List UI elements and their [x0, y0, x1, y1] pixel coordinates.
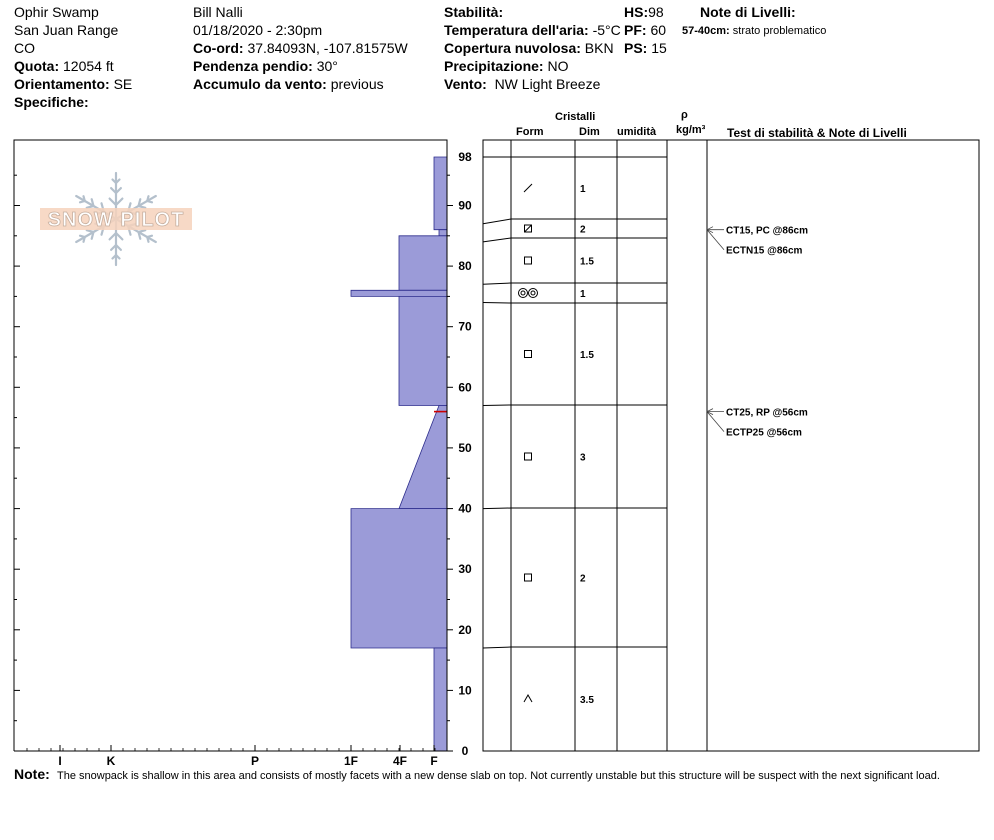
- state: CO: [14, 40, 35, 56]
- hardness-layer: [439, 230, 447, 236]
- y-tick-label: 98: [458, 150, 472, 164]
- rho-header: ρ: [681, 109, 688, 121]
- tests-header: Test di stabilità & Note di Livelli: [727, 126, 907, 140]
- precip-value: NO: [547, 58, 569, 74]
- test-label: CT25, RP @56cm: [726, 407, 808, 419]
- test-label: CT15, PC @86cm: [726, 225, 809, 237]
- y-tick-label: 10: [458, 683, 472, 698]
- depth-connector: [483, 508, 511, 509]
- y-tick-label: 50: [458, 440, 472, 455]
- hardness-frame: [14, 140, 447, 751]
- wind-label: Vento:: [444, 76, 487, 92]
- hardness-layer: [351, 509, 447, 648]
- x-tick-label: F: [430, 754, 438, 768]
- depth-connector: [483, 238, 511, 242]
- hardness-plot-border: [14, 140, 447, 751]
- pf-value: 60: [650, 22, 667, 38]
- test-arrow-2: [707, 412, 724, 432]
- x-tick-label: 4F: [392, 754, 408, 768]
- elevation-value: 12054 ft: [63, 58, 114, 74]
- cloud-value: BKN: [584, 40, 614, 56]
- slope-value: 30°: [316, 58, 338, 74]
- slope-label: Pendenza pendio:: [193, 58, 313, 74]
- coord-label: Co-ord:: [193, 40, 244, 56]
- note-label: Note:: [14, 766, 50, 782]
- hardness-profile: [351, 157, 447, 751]
- flake-branch: [84, 196, 85, 201]
- depth-connector: [483, 647, 511, 648]
- flake-branch: [80, 236, 85, 237]
- watermark-text: SNOW PILOT: [47, 209, 185, 231]
- grain-size-label: 3.5: [580, 695, 594, 706]
- hardness-layer: [434, 157, 447, 230]
- crystals-header: Cristalli: [555, 111, 596, 123]
- range: San Juan Range: [14, 22, 119, 38]
- stability-label: Stabilità:: [444, 4, 504, 20]
- melt-form-icon: [519, 289, 528, 298]
- x-tick-label: I: [58, 754, 62, 768]
- hs-value: 98: [648, 4, 664, 20]
- elevation-label: Quota:: [14, 58, 60, 74]
- hardness-axis: [27, 745, 438, 768]
- test-label: ECTP25 @56cm: [726, 427, 802, 439]
- depth-connector: [483, 283, 511, 284]
- x-tick-label: P: [250, 754, 260, 768]
- observer: Bill Nalli: [193, 4, 243, 20]
- wind-load-value: previous: [330, 76, 384, 92]
- hardness-layer: [434, 648, 447, 751]
- x-tick-label: 1F: [343, 754, 359, 768]
- density-header: kg/m³: [676, 124, 706, 136]
- ps-value: 15: [651, 40, 667, 56]
- faceted-crystal-icon: [525, 257, 532, 264]
- y-tick-label: 20: [458, 622, 472, 637]
- hardness-layer: [399, 406, 447, 509]
- form-header: Form: [516, 126, 544, 138]
- depth-connector: [483, 303, 511, 304]
- layer-notes-title: Note di Livelli:: [700, 4, 796, 20]
- hardness-layer: [399, 296, 447, 405]
- grain-size-label: 2: [580, 573, 586, 585]
- y-tick-label: 0: [461, 744, 469, 758]
- precipitation-particles-icon: [524, 184, 532, 192]
- specifics-label: Specifiche:: [14, 94, 89, 110]
- melt-form-inner: [521, 291, 525, 295]
- melt-form-icon: [529, 289, 538, 298]
- datetime: 01/18/2020 - 2:30pm: [193, 22, 323, 38]
- flake-branch: [147, 237, 148, 242]
- aspect-label: Orientamento:: [14, 76, 110, 92]
- grain-size-label: 1.5: [580, 256, 594, 268]
- layer-note-text: strato problematico: [732, 25, 827, 37]
- melt-form-inner: [531, 291, 535, 295]
- dim-header: Dim: [579, 126, 600, 138]
- layer-note-range: 57-40cm:: [682, 25, 730, 37]
- faceted-crystal-icon: [525, 351, 532, 358]
- wind-load-label: Accumulo da vento:: [193, 76, 327, 92]
- hs-label: HS:: [624, 4, 649, 20]
- faceted-rounded-slash: [525, 225, 532, 232]
- y-tick-label: 80: [458, 259, 472, 274]
- moisture-header: umidità: [617, 126, 657, 138]
- x-tick-label: K: [106, 754, 116, 768]
- hardness-layer: [351, 290, 447, 296]
- y-tick-label: 30: [458, 562, 472, 577]
- coord-value: 37.84093N, -107.81575W: [247, 40, 408, 56]
- faceted-crystal-icon: [525, 574, 532, 581]
- faceted-crystal-icon: [525, 453, 532, 460]
- precip-label: Precipitazione:: [444, 58, 544, 74]
- snowpilot-watermark: [40, 173, 192, 265]
- y-tick-label: 90: [458, 198, 472, 213]
- y-tick-label: 70: [458, 319, 472, 334]
- wind-value: NW Light Breeze: [494, 76, 601, 92]
- grain-size-label: 1.5: [580, 350, 594, 361]
- flake-branch: [139, 206, 146, 208]
- crystal-forms: [519, 184, 595, 706]
- flake-branch: [147, 201, 152, 202]
- note-text: The snowpack is shallow in this area and consists of mostly facets with a new dense slab on top. Not currently unstable but this structure will be suspect with the next significant load.: [57, 770, 940, 782]
- location: Ophir Swamp: [14, 4, 99, 20]
- depth-hoar-icon: [524, 695, 532, 702]
- pf-label: PF:: [624, 22, 647, 38]
- grain-size-label: 3: [580, 452, 586, 464]
- grain-size-label: 1: [580, 184, 586, 195]
- depth-connector: [483, 405, 511, 406]
- y-tick-label: 60: [458, 380, 472, 395]
- air-temp-label: Temperatura dell'aria:: [444, 22, 589, 38]
- ps-label: PS:: [624, 40, 648, 56]
- grain-size-label: 2: [580, 224, 586, 236]
- test-label: ECTN15 @86cm: [726, 245, 803, 257]
- depth-connector: [483, 219, 511, 224]
- cloud-label: Copertura nuvolosa:: [444, 40, 581, 56]
- stability-tests: [707, 226, 808, 439]
- aspect-value: SE: [113, 76, 133, 92]
- test-arrow-2: [707, 230, 724, 250]
- y-tick-label: 40: [458, 501, 472, 516]
- grain-size-label: 1: [580, 289, 586, 300]
- air-temp-value: -5°C: [592, 22, 621, 38]
- hardness-layer: [399, 236, 447, 290]
